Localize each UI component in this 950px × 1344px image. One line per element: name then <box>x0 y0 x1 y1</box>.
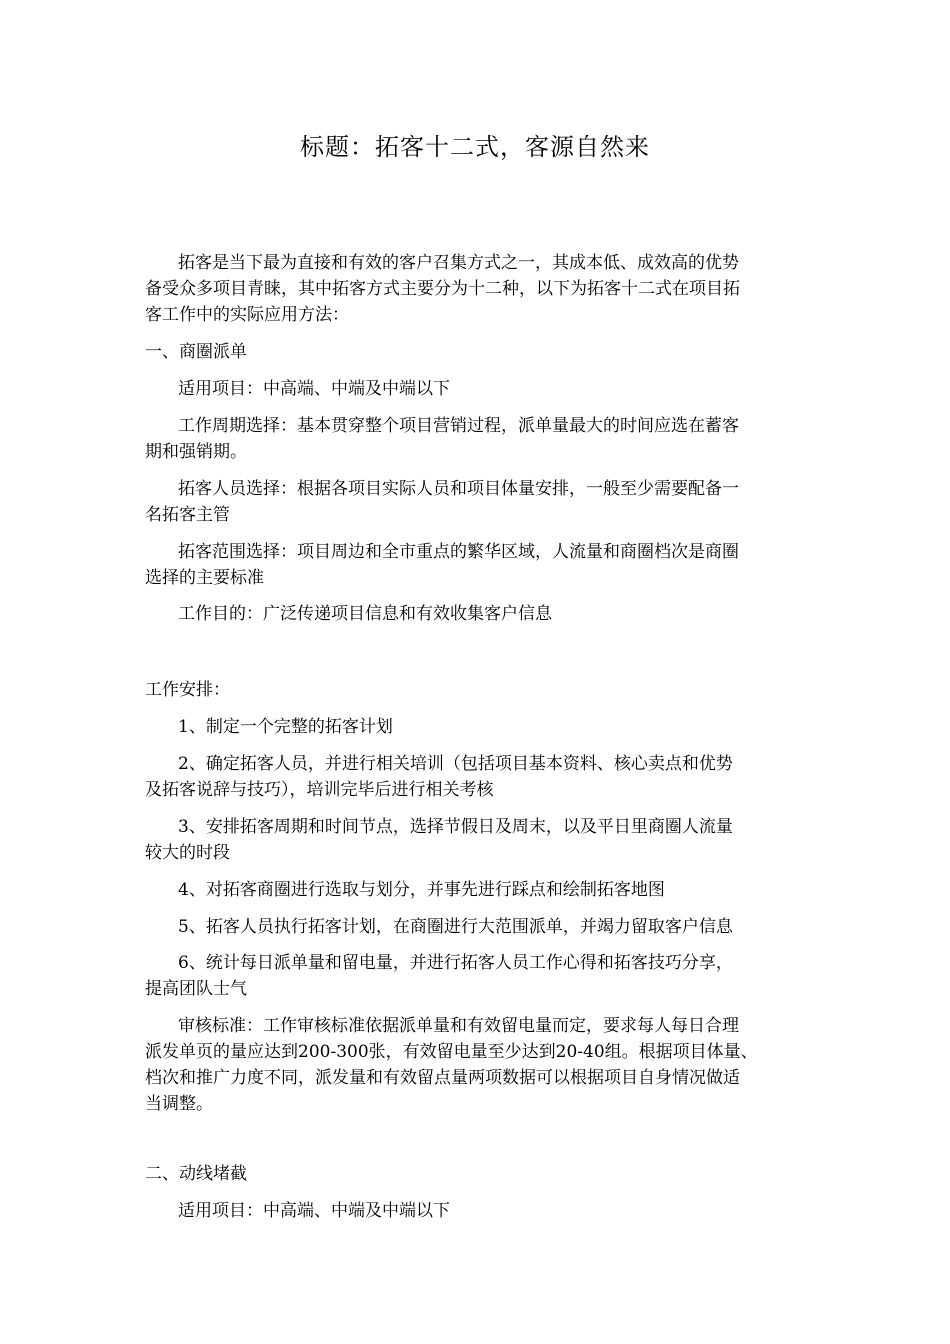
paragraph-line: 名拓客主管 <box>145 505 230 525</box>
intro-line: 客工作中的实际应用方法： <box>145 305 349 325</box>
paragraph-line: 拓客人员选择：根据各项目实际人员和项目体量安排，一般至少需要配备一 <box>178 479 739 499</box>
applicable-projects: 适用项目：中高端、中端及中端以下 <box>178 379 450 399</box>
paragraph-line: 较大的时段 <box>145 843 230 863</box>
section-heading: 一、商圈派单 <box>145 342 247 362</box>
paragraph-line: 选择的主要标准 <box>145 568 264 588</box>
arrangement-heading: 工作安排： <box>145 680 230 700</box>
paragraph-line: 及拓客说辞与技巧），培训完毕后进行相关考核 <box>145 780 494 800</box>
intro-line: 拓客是当下最为直接和有效的客户召集方式之一，其成本低、成效高的优势 <box>178 253 739 273</box>
document-title: 标题：拓客十二式，客源自然来 <box>300 133 650 161</box>
paragraph-line: 档次和推广力度不同，派发量和有效留点量两项数据可以根据项目自身情况做适 <box>145 1068 740 1088</box>
step-item: 5、拓客人员执行拓客计划，在商圈进行大范围派单，并竭力留取客户信息 <box>178 917 733 937</box>
step-item: 1、制定一个完整的拓客计划 <box>178 717 393 737</box>
paragraph-line: 提高团队士气 <box>145 979 247 999</box>
step-item: 4、对拓客商圈进行选取与划分，并事先进行踩点和绘制拓客地图 <box>178 880 665 900</box>
paragraph-line: 3、安排拓客周期和时间节点，选择节假日及周末，以及平日里商圈人流量 <box>178 817 733 837</box>
paragraph-line: 2、确定拓客人员，并进行相关培训（包括项目基本资料、核心卖点和优势 <box>178 754 733 774</box>
paragraph-line: 派发单页的量应达到200-300张，有效留电量至少达到20-40组。根据项目体量、 <box>145 1042 758 1062</box>
applicable-projects: 适用项目：中高端、中端及中端以下 <box>178 1201 450 1221</box>
intro-line: 备受众多项目青睐，其中拓客方式主要分为十二种，以下为拓客十二式在项目拓 <box>145 279 740 299</box>
paragraph-line: 工作周期选择：基本贯穿整个项目营销过程，派单量最大的时间应选在蓄客 <box>178 416 739 436</box>
paragraph-line: 拓客范围选择：项目周边和全市重点的繁华区域，人流量和商圈档次是商圈 <box>178 542 739 562</box>
paragraph-line: 期和强销期。 <box>145 442 247 462</box>
section-heading: 二、动线堵截 <box>145 1164 247 1184</box>
paragraph-line: 6、统计每日派单量和留电量，并进行拓客人员工作心得和拓客技巧分享， <box>178 953 733 973</box>
paragraph-line: 当调整。 <box>145 1094 213 1114</box>
purpose-paragraph: 工作目的：广泛传递项目信息和有效收集客户信息 <box>178 604 552 624</box>
paragraph-line: 审核标准：工作审核标准依据派单量和有效留电量而定，要求每人每日合理 <box>178 1016 739 1036</box>
